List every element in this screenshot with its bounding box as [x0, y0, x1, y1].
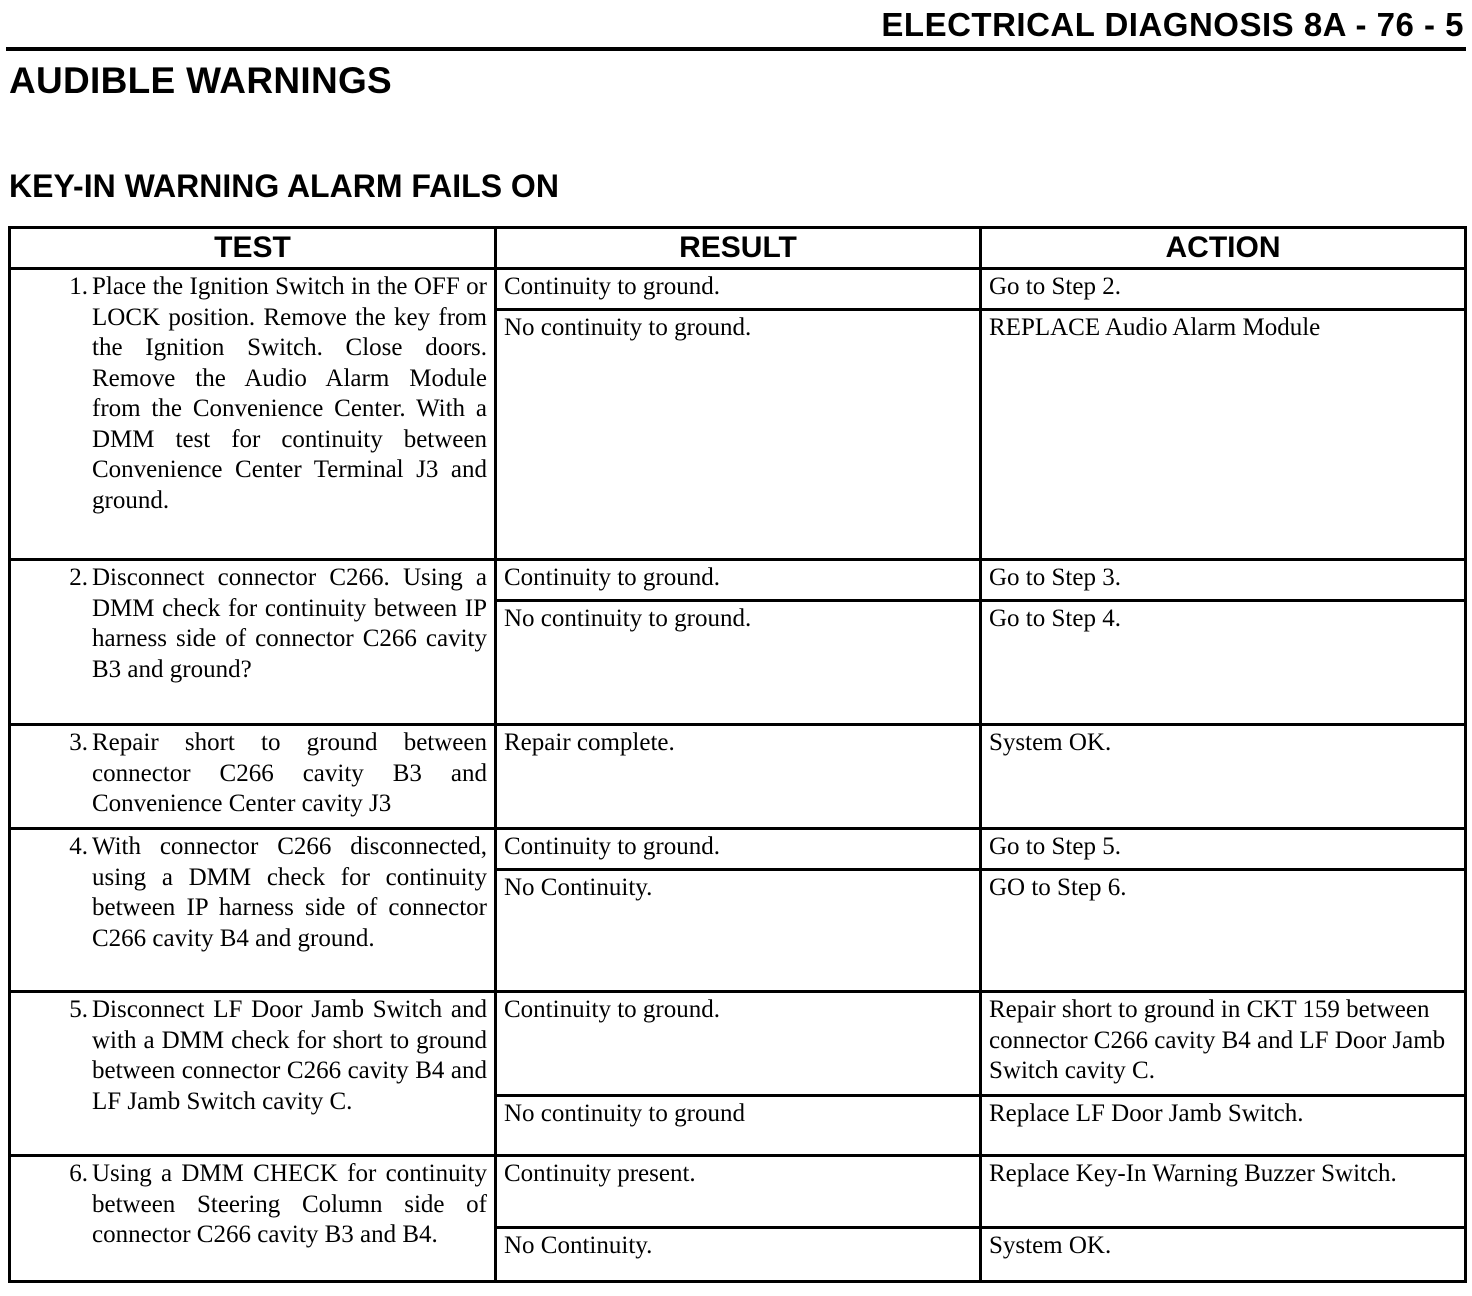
action-cell: System OK. — [981, 1228, 1466, 1282]
result-cell: Continuity to ground. — [496, 560, 981, 601]
action-cell: REPLACE Audio Alarm Module — [981, 310, 1466, 560]
table-row — [10, 269, 1466, 310]
test-text: Disconnect connector C266. Using a DMM check for continuity between IP harness side of connector C266 cavity B3 and ground? — [92, 564, 487, 683]
table-row — [10, 829, 1466, 870]
result-cell: Repair complete. — [496, 725, 981, 829]
table-row — [10, 560, 1466, 601]
action-cell: Go to Step 3. — [981, 560, 1466, 601]
table-row — [10, 725, 1466, 829]
table-row — [10, 992, 1466, 1096]
step-number: 6. — [69, 1160, 88, 1187]
action-cell: Repair short to ground in CKT 159 between connector C266 cavity B4 and LF Door Jamb Switch cavity C. — [981, 992, 1466, 1096]
result-cell: No Continuity. — [496, 870, 981, 992]
result-cell: Continuity to ground. — [496, 992, 981, 1096]
result-cell: No continuity to ground. — [496, 601, 981, 725]
test-cell — [10, 1156, 496, 1282]
section-title: AUDIBLE WARNINGS — [9, 60, 393, 101]
result-cell: No continuity to ground. — [496, 310, 981, 560]
action-cell: Replace LF Door Jamb Switch. — [981, 1096, 1466, 1156]
header-rule — [6, 47, 1466, 51]
test-text: Disconnect LF Door Jamb Switch and with a DMM check for short to ground between connector C266 cavity B4 and LF Jamb Switch cavity C. — [92, 996, 487, 1115]
diagnosis-table — [8, 226, 1467, 1283]
test-cell — [10, 725, 496, 829]
test-text: With connector C266 disconnected, using a DMM check for continuity between IP harness side of connector C266 cavity B4 and ground. — [92, 833, 487, 952]
action-cell: GO to Step 6. — [981, 870, 1466, 992]
action-cell: Go to Step 4. — [981, 601, 1466, 725]
step-number: 2. — [69, 564, 88, 591]
header-action: ACTION — [981, 228, 1466, 269]
action-cell: System OK. — [981, 725, 1466, 829]
test-cell — [10, 992, 496, 1156]
step-number: 3. — [69, 729, 88, 756]
header-result: RESULT — [496, 228, 981, 269]
result-cell: Continuity present. — [496, 1156, 981, 1228]
header-test: TEST — [10, 228, 496, 269]
test-cell — [10, 829, 496, 992]
test-text: Using a DMM CHECK for continuity between Steering Column side of connector C266 cavity B3 and B4. — [92, 1160, 487, 1248]
result-cell: No Continuity. — [496, 1228, 981, 1282]
step-number: 1. — [69, 273, 88, 300]
result-cell: No continuity to ground — [496, 1096, 981, 1156]
action-cell: Go to Step 5. — [981, 829, 1466, 870]
table-row — [10, 1156, 1466, 1228]
action-cell: Replace Key-In Warning Buzzer Switch. — [981, 1156, 1466, 1228]
subsection-title: KEY-IN WARNING ALARM FAILS ON — [9, 168, 559, 204]
result-cell: Continuity to ground. — [496, 269, 981, 310]
test-cell — [10, 269, 496, 560]
page-header: ELECTRICAL DIAGNOSIS 8A - 76 - 5 — [881, 6, 1464, 43]
table-header-row — [10, 228, 1466, 269]
test-cell — [10, 560, 496, 725]
result-cell: Continuity to ground. — [496, 829, 981, 870]
step-number: 5. — [69, 996, 88, 1023]
test-text: Place the Ignition Switch in the OFF or LOCK position. Remove the key from the Ignition Switch. Close doors. Remove the Audio Alarm Module from the Convenience Center. With a DMM test for continuity between Convenience Center Terminal J3 and ground. — [92, 273, 487, 514]
test-text: Repair short to ground between connector C266 cavity B3 and Convenience Center cavity J3 — [92, 729, 487, 817]
action-cell: Go to Step 2. — [981, 269, 1466, 310]
step-number: 4. — [69, 833, 88, 860]
